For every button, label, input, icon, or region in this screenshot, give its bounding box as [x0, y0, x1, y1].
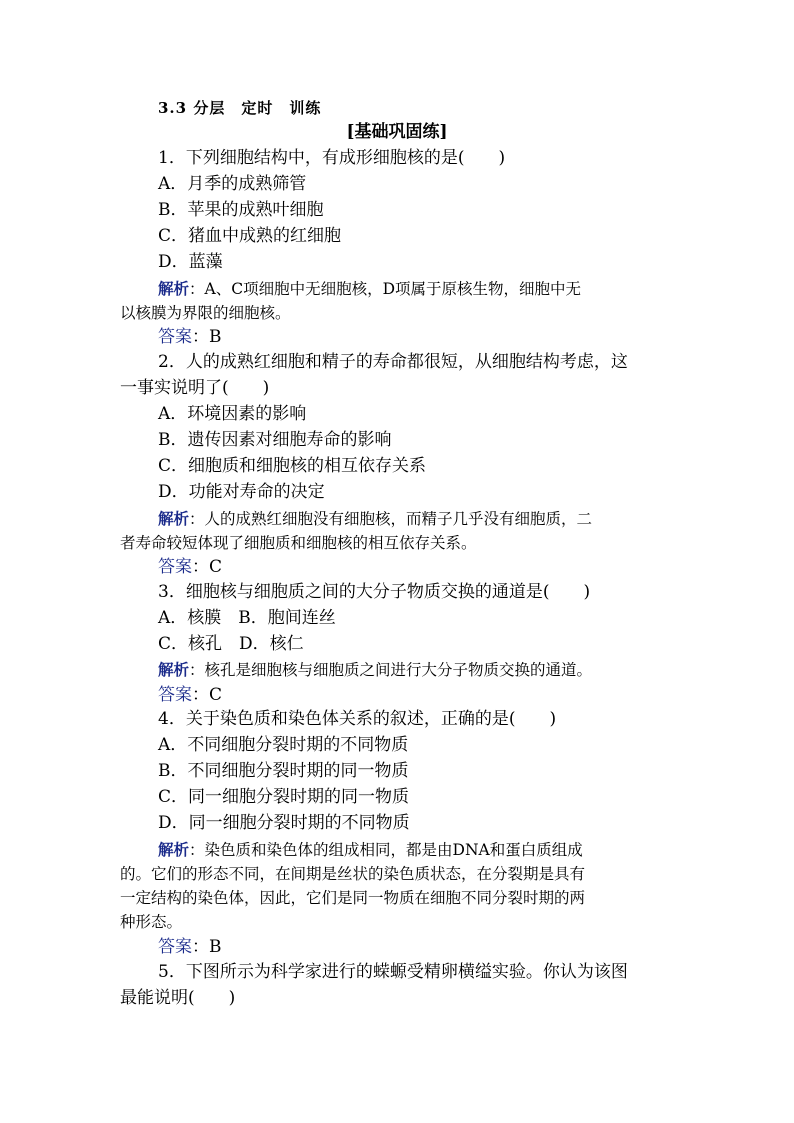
question-1-answer — [158, 326, 222, 348]
answer-value: ：C — [192, 685, 223, 705]
question-3-answer — [158, 684, 222, 706]
question-3-options-ab: A．核膜 B．胞间连丝 — [158, 608, 336, 628]
question-1-analysis — [158, 278, 581, 300]
question-4-option-d: D．同一细胞分裂时期的不同物质 — [158, 813, 410, 833]
question-2-analysis-cont: 者寿命较短体现了细胞质和细胞核的相互依存关系。 — [120, 534, 477, 552]
answer-value: ：B — [192, 327, 222, 347]
question-2-option-c: C．细胞质和细胞核的相互依存关系 — [158, 456, 427, 476]
answer-value: ：B — [192, 937, 222, 957]
question-5-stem: 5．下图所示为科学家进行的蝾螈受精卵横缢实验。你认为该图 — [158, 962, 628, 982]
analysis-text: ：核孔是细胞核与细胞质之间进行大分子物质交换的通道。 — [189, 661, 593, 679]
section-title: 3.3 分层 定时 训练 — [158, 99, 322, 117]
question-4-answer — [158, 936, 222, 958]
question-1-analysis-cont: 以核膜为界限的细胞核。 — [120, 304, 291, 322]
answer-value: ：C — [192, 557, 223, 577]
question-2-stem: 2．人的成熟红细胞和精子的寿命都很短，从细胞结构考虑，这 — [158, 352, 628, 372]
analysis-text: ：染色质和染色体的组成相同，都是由DNA和蛋白质组成 — [189, 841, 583, 859]
question-4-option-a: A．不同细胞分裂时期的不同物质 — [158, 735, 409, 755]
question-4-analysis-cont-1: 的。它们的形态不同，在间期是丝状的染色质状态，在分裂期是具有 — [120, 865, 586, 883]
answer-label: 答案 — [158, 557, 192, 577]
question-3-stem: 3．细胞核与细胞质之间的大分子物质交换的通道是( ) — [158, 582, 591, 602]
answer-label: 答案 — [158, 937, 192, 957]
question-2-option-b: B．遗传因素对细胞寿命的影响 — [158, 430, 392, 450]
question-1-option-b: B．苹果的成熟叶细胞 — [158, 200, 324, 220]
analysis-label: 解析 — [158, 279, 190, 298]
question-1-option-d: D．蓝藻 — [158, 252, 223, 272]
question-2-analysis — [158, 508, 592, 530]
question-4-analysis — [158, 839, 583, 861]
question-4-stem: 4．关于染色质和染色体关系的叙述，正确的是( ) — [158, 709, 557, 729]
analysis-label: 解析 — [158, 660, 190, 679]
question-2-option-a: A．环境因素的影响 — [158, 404, 307, 424]
question-4-analysis-cont-3: 种形态。 — [120, 913, 183, 931]
question-4-option-b: B．不同细胞分裂时期的同一物质 — [158, 761, 409, 781]
question-2-answer — [158, 556, 222, 578]
question-1-option-a: A．月季的成熟筛管 — [158, 174, 307, 194]
subheading: [基础巩固练] — [346, 122, 448, 142]
question-3-analysis — [158, 659, 592, 681]
analysis-label: 解析 — [158, 840, 190, 859]
analysis-text: ：人的成熟红细胞没有细胞核，而精子几乎没有细胞质，二 — [189, 510, 593, 528]
question-1-stem: 1．下列细胞结构中，有成形细胞核的是( ) — [158, 148, 506, 168]
answer-label: 答案 — [158, 685, 192, 705]
question-2-stem-cont: 一事实说明了( ) — [120, 378, 270, 398]
question-4-analysis-cont-2: 一定结构的染色体，因此，它们是同一物质在细胞不同分裂时期的两 — [120, 889, 586, 907]
question-2-option-d: D．功能对寿命的决定 — [158, 482, 325, 502]
question-5-stem-cont: 最能说明( ) — [120, 988, 236, 1008]
question-1-option-c: C．猪血中成熟的红细胞 — [158, 226, 342, 246]
question-3-options-cd: C．核孔 D．核仁 — [158, 634, 304, 654]
analysis-text: ：A、C项细胞中无细胞核，D项属于原核生物，细胞中无 — [189, 280, 581, 298]
answer-label: 答案 — [158, 327, 192, 347]
question-4-option-c: C．同一细胞分裂时期的同一物质 — [158, 787, 410, 807]
analysis-label: 解析 — [158, 509, 190, 528]
